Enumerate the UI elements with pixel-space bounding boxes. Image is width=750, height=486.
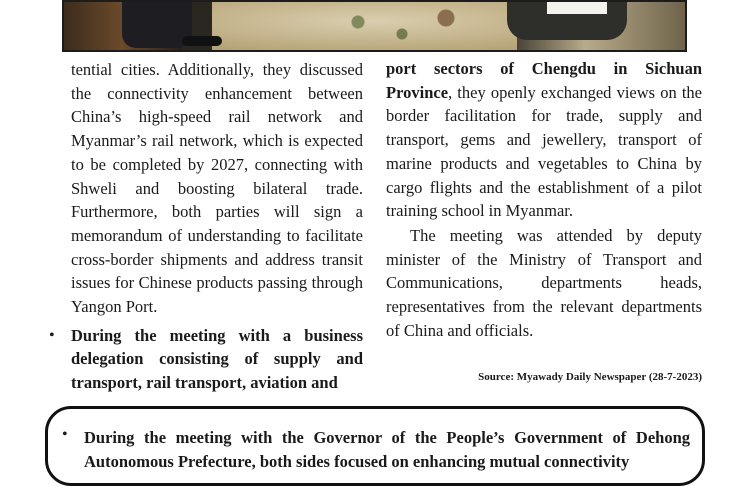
right-paragraph-2: The meeting was attended by deputy minister of the Ministry of Transport and Communications, departments heads, representatives from the relevant departments of China and officials. bbox=[386, 225, 702, 340]
left-bullet-item bbox=[49, 324, 363, 395]
right-column bbox=[386, 57, 702, 342]
bullet-icon: • bbox=[62, 426, 68, 443]
left-column bbox=[49, 58, 363, 395]
right-paragraph bbox=[386, 57, 702, 223]
right-bold-text: port sectors of Chengdu in Sichuan Province bbox=[386, 59, 702, 102]
source-line: Source: Myawady Daily Newspaper (28-7-2023) bbox=[478, 371, 702, 383]
left-bullet-text: During the meeting with a business delegation consisting of supply and transport, rail transport, aviation and bbox=[71, 325, 363, 393]
bullet-icon: • bbox=[49, 326, 55, 344]
left-paragraph: tential cities. Additionally, they discussed the connectivity enhancement between China’s high-speed rail network and Myanmar’s rail network, which is expected to be completed by 2027, connecting with Shweli and boosting bilateral trade. Furthermore, both parties will sign a memorandum of understanding to facilitate cross-border shipments and address transit issues for Chinese products passing through Yangon Port. bbox=[71, 60, 363, 317]
right-paragraph-rest: , they openly exchanged views on the border facilitation for trade, supply and transport, gems and jewellery, transport of marine products and vegetables to China by cargo flights and the establishment of a pilot training school in Myanmar. bbox=[386, 82, 702, 221]
box-bullet-text: During the meeting with the Governor of the People’s Government of Dehong Autonomous Prefecture, both sides focused on enhancing mutual connectivity bbox=[84, 428, 690, 471]
meeting-photo bbox=[62, 0, 687, 52]
